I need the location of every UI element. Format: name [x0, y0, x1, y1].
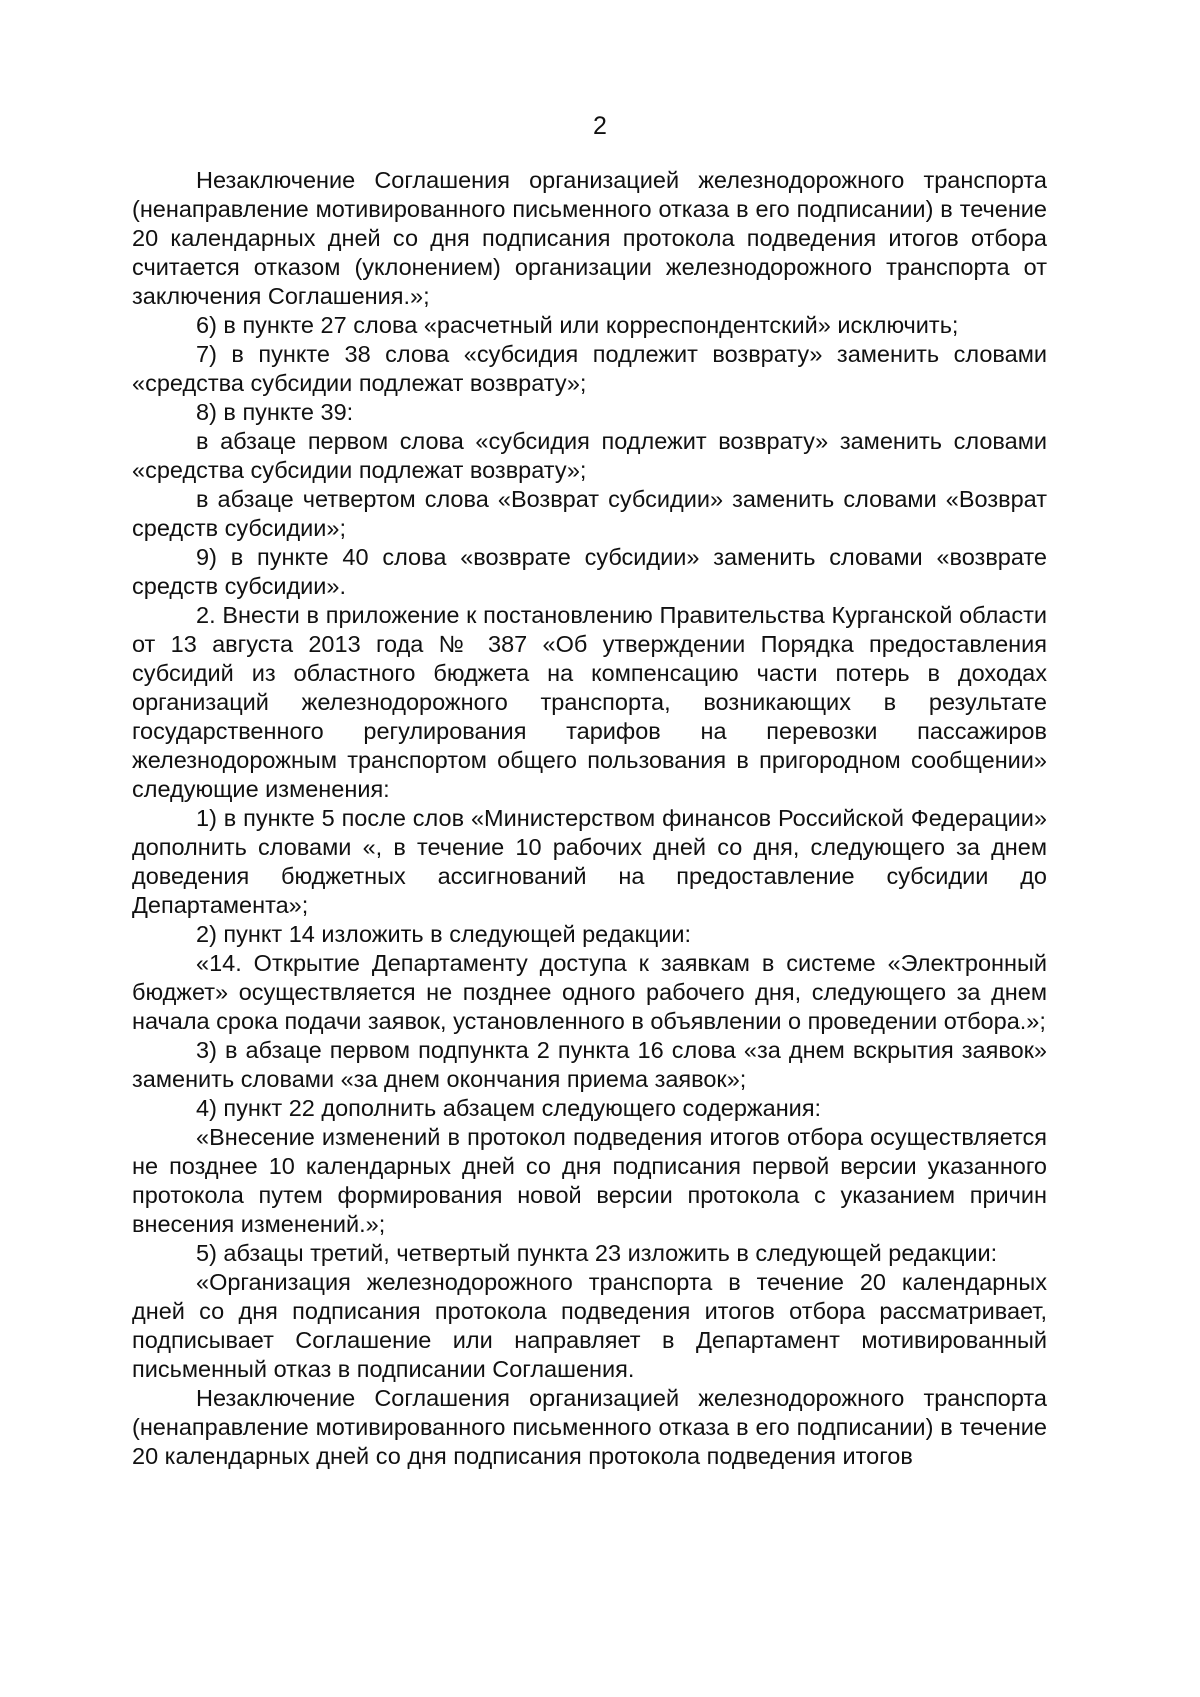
paragraph-item-7: 7) в пункте 38 слова «субсидия подлежит возврату» заменить словами «средства субсидии подлежат возврату»; [132, 341, 1047, 396]
paragraph-item-9: 9) в пункте 40 слова «возврате субсидии» заменить словами «возврате средств субсидии». [132, 544, 1047, 599]
paragraph-item-8-fourth: в абзаце четвертом слова «Возврат субсидии» заменить словами «Возврат средств субсидии»; [132, 486, 1047, 541]
paragraph-non-conclusion-1: Незаключение Соглашения организацией железнодорожного транспорта (ненаправление мотивированного письменного отказа в его подписании) в течение 20 календарных дней со дня подписания протокола подведения итогов отбора считается отказом (уклонением) организации железнодорожного транспорта от заключения Соглашения.»; [132, 167, 1047, 309]
paragraph-item-6: 6) в пункте 27 слова «расчетный или корреспондентский» исключить; [196, 312, 959, 338]
paragraph-s2-item-2-text: «14. Открытие Департаменту доступа к заявкам в системе «Электронный бюджет» осуществляется не позднее одного рабочего дня, следующего за днем начала срока подачи заявок, установленного в объявлении о проведении отбора.»; [132, 950, 1047, 1034]
page-number: 2 [593, 112, 607, 140]
paragraph-item-8-first: в абзаце первом слова «субсидия подлежит возврату» заменить словами «средства субсидии подлежат возврату»; [132, 428, 1047, 483]
document-body [132, 166, 1047, 1471]
paragraph-s2-item-5: 5) абзацы третий, четвертый пункта 23 изложить в следующей редакции: [196, 1240, 998, 1266]
paragraph-s2-item-4-text: «Внесение изменений в протокол подведения итогов отбора осуществляется не позднее 10 календарных дней со дня подписания первой версии указанного протокола путем формирования новой версии протокола с указанием причин внесения изменений.»; [132, 1124, 1047, 1237]
paragraph-section-2: 2. Внести в приложение к постановлению Правительства Курганской области от 13 августа 2013 года № 387 «Об утверждении Порядка предоставления субсидий из областного бюджета на компенсацию части потерь в доходах организаций железнодорожного транспорта, возникающих в результате государственного регулирования тарифов на перевозки пассажиров железнодорожным транспортом общего пользования в пригородном сообщении» следующие изменения: [132, 602, 1047, 802]
paragraph-s2-item-2: 2) пункт 14 изложить в следующей редакции: [196, 921, 692, 947]
paragraph-s2-item-3: 3) в абзаце первом подпункта 2 пункта 16 слова «за днем вскрытия заявок» заменить словами «за днем окончания приема заявок»; [132, 1037, 1047, 1092]
paragraph-s2-item-5-text-2: Незаключение Соглашения организацией железнодорожного транспорта (ненаправление мотивированного письменного отказа в его подписании) в течение 20 календарных дней со дня подписания протокола подведения итогов [132, 1385, 1047, 1469]
paragraph-s2-item-1: 1) в пункте 5 после слов «Министерством финансов Российской Федерации» дополнить словами «, в течение 10 рабочих дней со дня, следующего за днем доведения бюджетных ассигнований на предоставление субсидии до Департамента»; [132, 805, 1047, 918]
paragraph-s2-item-5-text-1: «Организация железнодорожного транспорта в течение 20 календарных дней со дня подписания протокола подведения итогов отбора рассматривает, подписывает Соглашение или направляет в Департамент мотивированный письменный отказ в подписании Соглашения. [132, 1269, 1047, 1382]
paragraph-s2-item-4: 4) пункт 22 дополнить абзацем следующего содержания: [196, 1095, 822, 1121]
paragraph-item-8: 8) в пункте 39: [196, 399, 354, 425]
